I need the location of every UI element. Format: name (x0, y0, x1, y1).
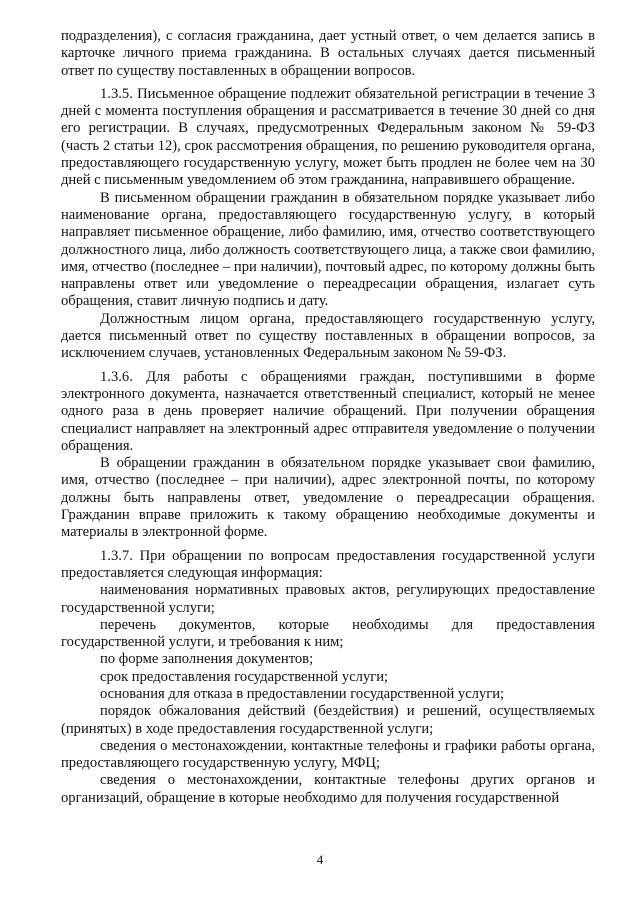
list-item: сведения о местонахождении, контактные телефоны других органов и организаций, обращение в которые необходимо для получения государственной (61, 772, 595, 806)
paragraph-1-3-7: 1.3.7. При обращении по вопросам предоставления государственной услуги предоставляется следующая информация: (61, 547, 595, 581)
document-page (61, 28, 595, 807)
list-item: перечень документов, которые необходимы для предоставления государственной услуги, и требования к ним; (61, 616, 595, 651)
paragraph-written-appeal-requirements: В письменном обращении гражданин в обязательном порядке указывает либо наименование органа, предоставляющего государственную услугу, в который направляет письменное обращение, либо фамилию, имя, отчество соответствующего должностного лица, либо должность соответствующего лица, а также свои фамилию, имя, отчество (последнее – при наличии), почтовый адрес, по которому должны быть направлены ответ или уведомление о переадресации обращения, излагает суть обращения, ставит личную подпись и дату. (61, 189, 595, 310)
page-number: 4 (316, 852, 324, 867)
paragraph-written-answer: Должностным лицом органа, предоставляющего государственную услугу, дается письменный ответ по существу поставленных в обращении вопросов, за исключением случаев, установленных Федеральным законом № 59-ФЗ. (61, 310, 595, 362)
list-item: наименования нормативных правовых актов, регулирующих предоставление государственной услуги; (61, 582, 595, 616)
paragraph-continuation: подразделения), с согласия гражданина, дает устный ответ, о чем делается запись в карточке личного приема гражданина. В остальных случаях дается письменный ответ по существу поставленных в обращении вопросов. (61, 28, 595, 79)
paragraph-1-3-6: 1.3.6. Для работы с обращениями граждан, поступившими в форме электронного документа, назначается ответственный специалист, который не менее одного раза в день проверяет наличие обращений. При получении обращения специалист направляет на электронный адрес отправителя уведомление о получении обращения. (61, 368, 595, 454)
paragraph-1-3-5: 1.3.5. Письменное обращение подлежит обязательной регистрации в течение 3 дней с момента поступления обращения и рассматривается в течение 30 дней со дня его регистрации. В случаях, предусмотренных Федеральным законом № 59-ФЗ (часть 2 статьи 12), срок рассмотрения обращения, по решению руководителя органа, предоставляющего государственную услугу, может быть продлен не более чем на 30 дней с письменным уведомлением об этом гражданина, направившего обращение. (61, 85, 595, 189)
list-item: по форме заполнения документов; (100, 651, 314, 668)
paragraph-electronic-appeal-requirements: В обращении гражданин в обязательном порядке указывает свои фамилию, имя, отчество (последнее – при наличии), адрес электронной почты, по которому должны быть направлены ответ, уведомление о переадресации обращения. Гражданин вправе приложить к такому обращению необходимые документы и материалы в электронной форме. (61, 455, 595, 541)
list-item: сведения о местонахождении, контактные телефоны и графики работы органа, предоставляющего государственную услугу, МФЦ; (61, 737, 595, 772)
list-item: срок предоставления государственной услуги; (100, 668, 389, 685)
list-item: основания для отказа в предоставлении государственной услуги; (100, 685, 505, 702)
list-item: порядок обжалования действий (бездействия) и решений, осуществляемых (принятых) в ходе предоставления государственной услуги; (61, 703, 595, 737)
